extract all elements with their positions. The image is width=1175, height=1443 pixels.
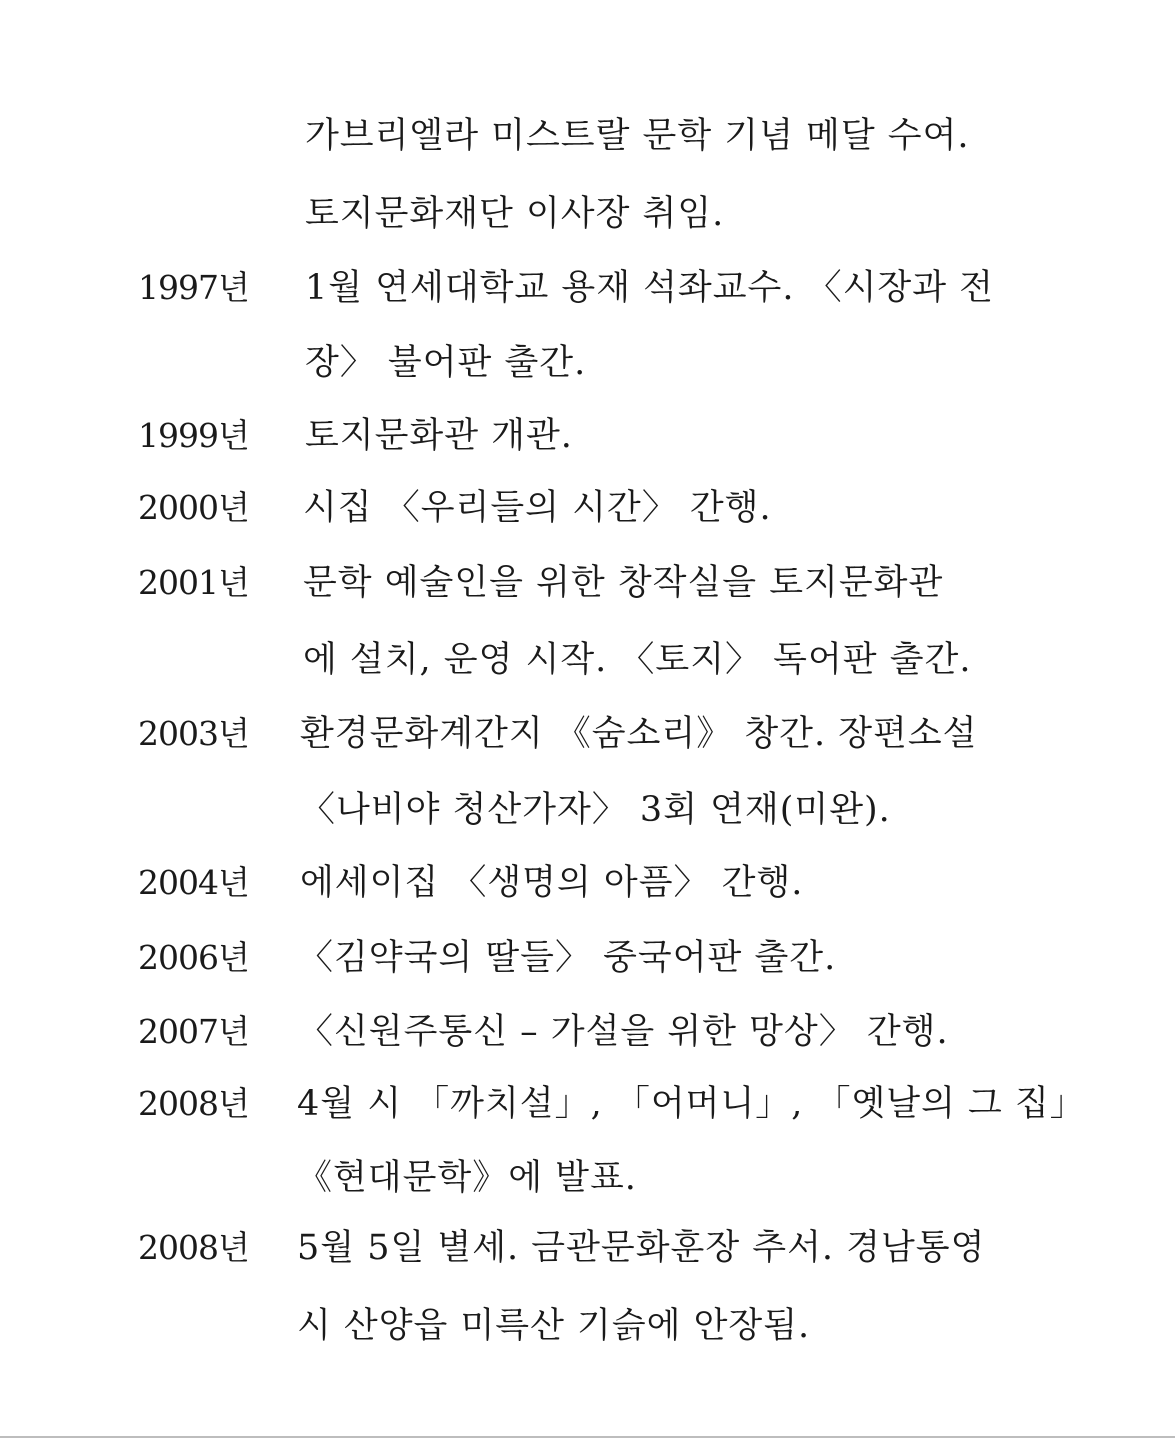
entry-text-line: 에 설치, 운영 시작. 〈토지〉 독어판 출간. bbox=[303, 640, 972, 680]
entry-year: 2008년 bbox=[138, 1228, 249, 1267]
entry-text-line: 〈김약국의 딸들〉 중국어판 출간. bbox=[298, 938, 837, 978]
entry-year: 2001년 bbox=[138, 563, 249, 602]
entry-text-line: 시 산양읍 미륵산 기슭에 안장됨. bbox=[297, 1306, 811, 1346]
entry-year: 2007년 bbox=[138, 1012, 249, 1051]
entry-text-line: 4월 시 「까치설」, 「어머니」, 「옛날의 그 집」 bbox=[297, 1084, 1086, 1124]
entry-text-line: 환경문화계간지 《숨소리》 창간. 장편소설 bbox=[300, 714, 978, 754]
entry-year: 2000년 bbox=[138, 488, 249, 527]
entry-text-line: 토지문화재단 이사장 취임. bbox=[305, 194, 725, 234]
entry-text-line: 가브리엘라 미스트랄 문학 기념 메달 수여. bbox=[305, 116, 970, 156]
entry-text-line: 〈나비야 청산가자〉 3회 연재(미완). bbox=[300, 790, 891, 830]
entry-text-line: 5월 5일 별세. 금관문화훈장 추서. 경남통영 bbox=[297, 1228, 986, 1268]
entry-text-line: 《현대문학》에 발표. bbox=[297, 1158, 637, 1198]
entry-year: 1997년 bbox=[138, 268, 249, 307]
entry-text-line: 장〉 불어판 출간. bbox=[305, 343, 587, 383]
entry-year: 2004년 bbox=[138, 863, 249, 902]
entry-text-line: 시집 〈우리들의 시간〉 간행. bbox=[303, 488, 772, 528]
entry-text-line: 토지문화관 개관. bbox=[305, 416, 573, 456]
entry-text-line: 〈신원주통신 – 가설을 위한 망상〉 간행. bbox=[298, 1012, 949, 1052]
entry-text-line: 1월 연세대학교 용재 석좌교수. 〈시장과 전 bbox=[305, 268, 994, 308]
entry-year: 2003년 bbox=[138, 714, 249, 753]
entry-text-line: 에세이집 〈생명의 아픔〉 간행. bbox=[300, 863, 804, 903]
entry-year: 1999년 bbox=[138, 416, 249, 455]
entry-year: 2008년 bbox=[138, 1084, 249, 1123]
entry-text-line: 문학 예술인을 위한 창작실을 토지문화관 bbox=[303, 563, 944, 603]
page-bottom-divider bbox=[0, 1436, 1175, 1438]
entry-year: 2006년 bbox=[138, 938, 249, 977]
